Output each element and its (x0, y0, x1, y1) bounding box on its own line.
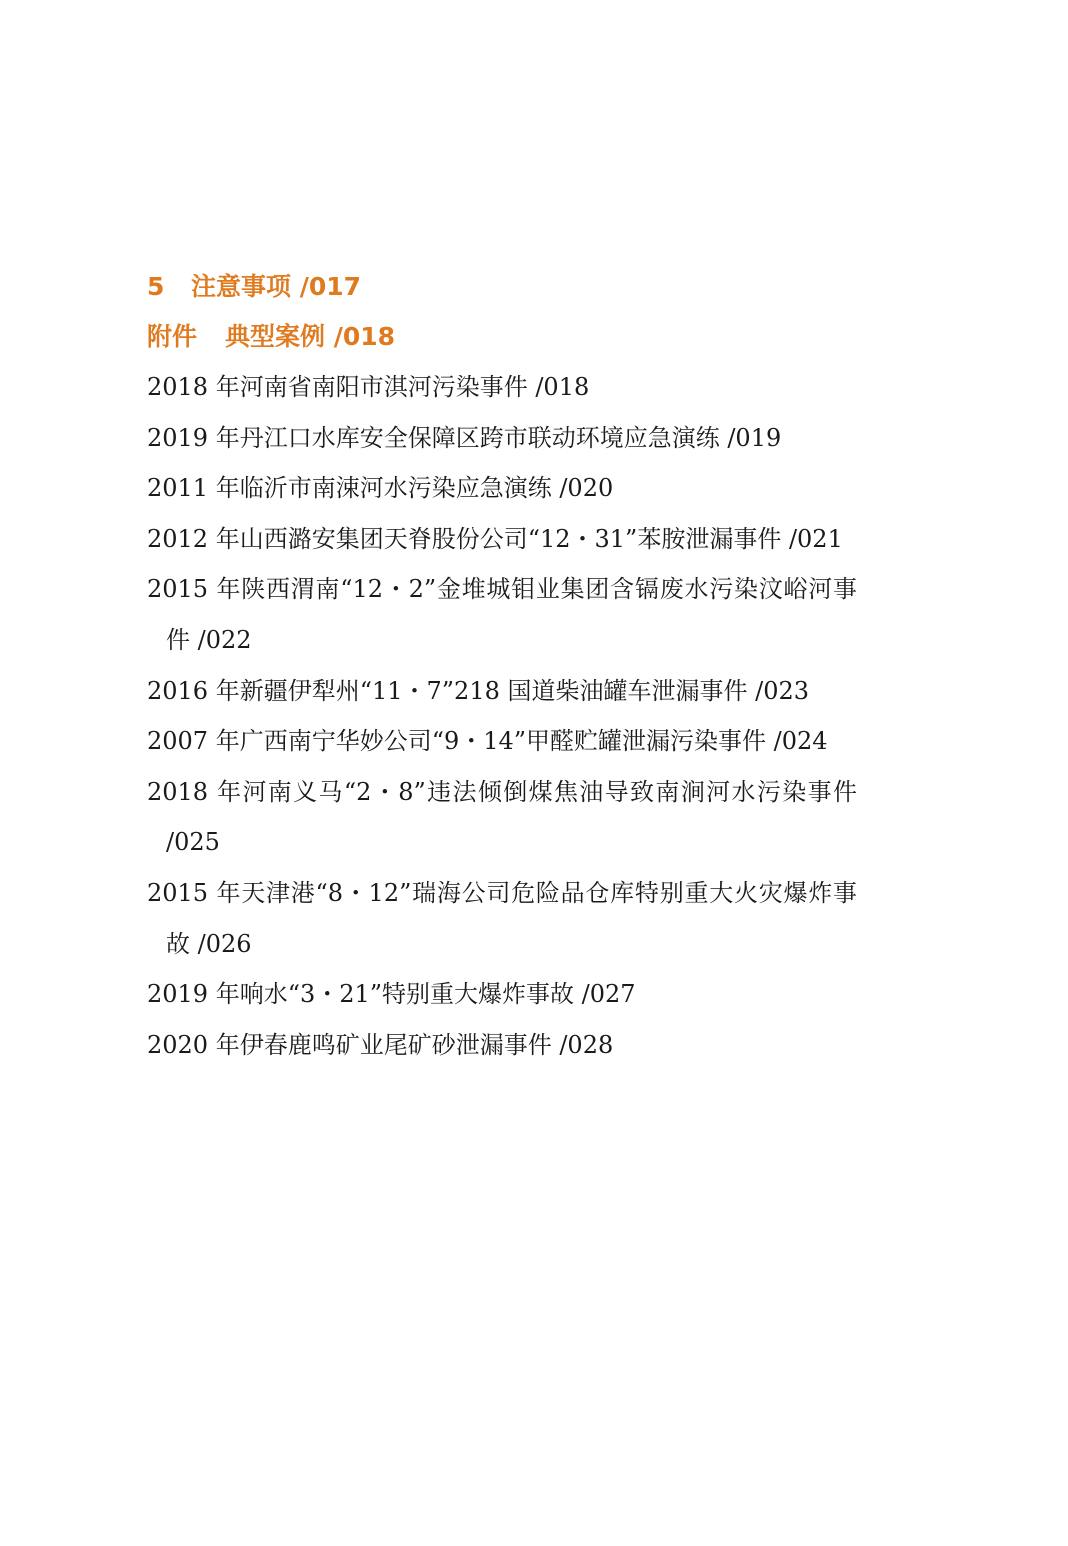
toc-entry[interactable]: 2007 年广西南宁华妙公司“9・14”甲醛贮罐泄漏污染事件 /024 (147, 727, 828, 756)
toc-appendix-heading[interactable] (147, 312, 857, 362)
appendix-title: 典型案例 (225, 322, 326, 351)
toc-entry[interactable]: 2020 年伊春鹿鸣矿业尾矿砂泄漏事件 /028 (147, 1030, 614, 1059)
toc-entry[interactable]: 2018 年河南义马“2・8”违法倾倒煤焦油导致南涧河水污染事件 /025 (147, 777, 857, 857)
toc-entry[interactable]: 2019 年丹江口水库安全保障区跨市联动环境应急演练 /019 (147, 423, 782, 452)
toc-entry[interactable]: 2019 年响水“3・21”特别重大爆炸事故 /027 (147, 980, 636, 1009)
toc-entry[interactable]: 2015 年陕西渭南“12・2”金堆城钼业集团含镉废水污染汶峪河事件 /022 (147, 575, 857, 654)
table-of-contents (147, 262, 857, 1070)
toc-entry[interactable]: 2012 年山西潞安集团天脊股份公司“12・31”苯胺泄漏事件 /021 (147, 524, 843, 553)
appendix-page: /018 (333, 322, 396, 351)
toc-entry[interactable]: 2018 年河南省南阳市淇河污染事件 /018 (147, 373, 590, 401)
toc-section-heading[interactable] (147, 262, 857, 312)
section-page: /017 (299, 272, 362, 301)
section-number: 5 (147, 272, 165, 301)
toc-entry[interactable]: 2015 年天津港“8・12”瑞海公司危险品仓库特别重大火灾爆炸事故 /026 (147, 878, 857, 958)
toc-entry[interactable]: 2011 年临沂市南涑河水污染应急演练 /020 (147, 474, 614, 503)
appendix-label: 附件 (147, 322, 198, 351)
toc-entry[interactable]: 2016 年新疆伊犁州“11・7”218 国道柴油罐车泄漏事件 /023 (147, 676, 810, 705)
section-title: 注意事项 (191, 272, 292, 301)
